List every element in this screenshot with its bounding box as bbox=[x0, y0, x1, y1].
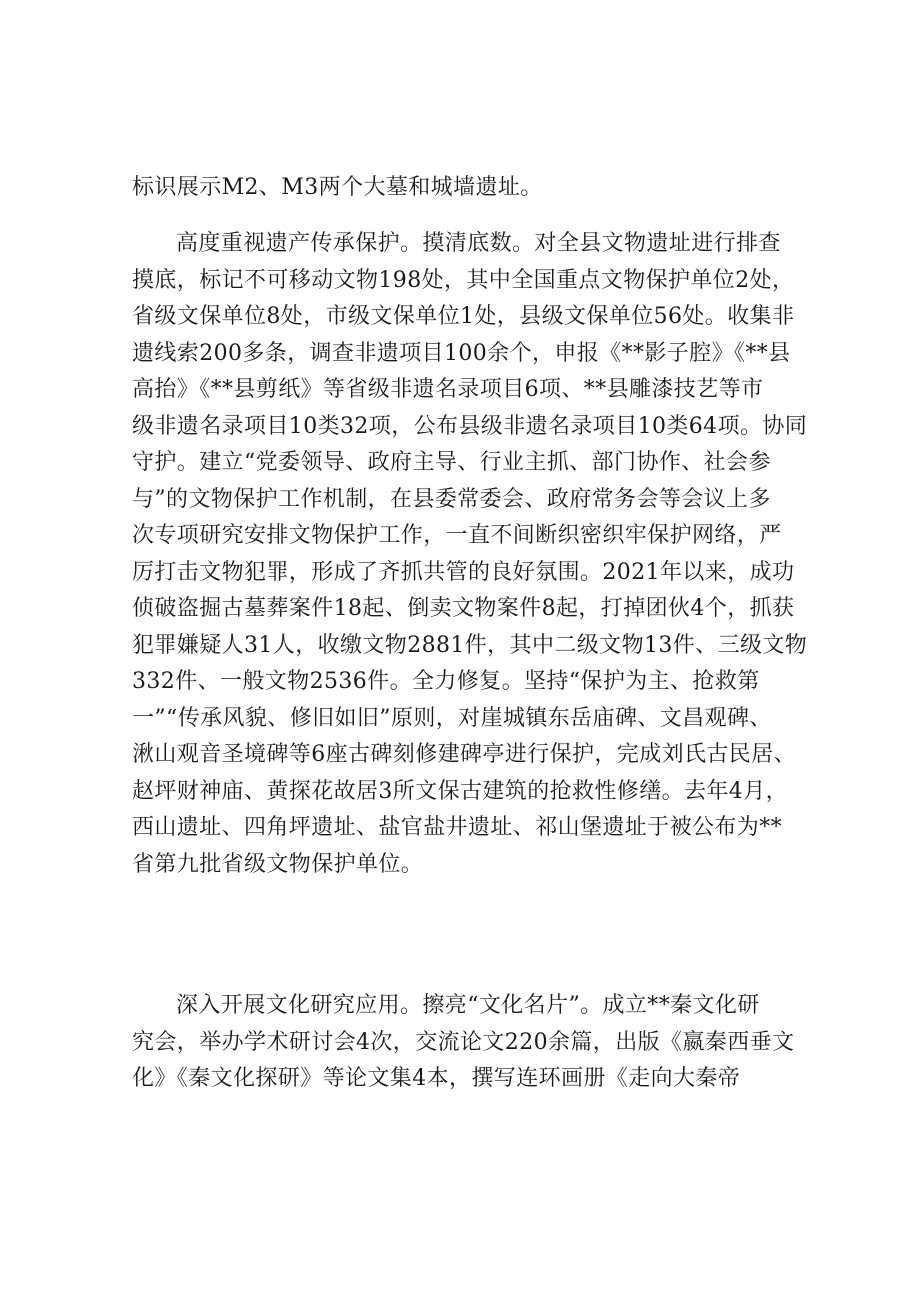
text-line: 一”“传承风貌、修旧如旧”原则，对崖城镇东岳庙碑、文昌观碑、 bbox=[132, 705, 772, 731]
text-line: 西山遗址、四角坪遗址、盐官盐井遗址、祁山堡遗址于被公布为** bbox=[132, 815, 783, 840]
text-line: 摸底，标记不可移动文物198处，其中全国重点文物保护单位2处， bbox=[132, 267, 795, 293]
text-line: 赵坪财神庙、黄探花故居3所文保古建筑的抢救性修缮。去年4月， bbox=[132, 778, 788, 804]
text-line: 侦破盗掘古墓葬案件18起、倒卖文物案件8起，打掉团伙4个，抓获 bbox=[132, 596, 795, 621]
text-line: 次专项研究安排文物保护工作，一直不间断织密织牢保护网络，严 bbox=[132, 523, 782, 548]
text-line: 标识展示M2、M3两个大墓和城墙遗址。 bbox=[132, 175, 543, 200]
text-line: 遗线索200多条，调查非遗项目100余个，申报《**影子腔》《**县 bbox=[132, 340, 791, 366]
text-line: 与”的文物保护工作机制，在县委常委会、政府常务会等会议上多 bbox=[132, 486, 771, 512]
text-line: 省级文保单位8处，市级文保单位1处，县级文保单位56处。收集非 bbox=[132, 304, 795, 329]
text-line: 化》《秦文化探研》等论文集4本，撰写连环画册《走向大秦帝 bbox=[132, 1066, 741, 1091]
text-line: 省第九批省级文物保护单位。 bbox=[132, 851, 424, 877]
paragraph-culture-research bbox=[132, 988, 812, 1098]
text-line: 犯罪嫌疑人31人，收缴文物2881件，其中二级文物13件、三级文物 bbox=[132, 632, 808, 658]
text-line: 厉打击文物犯罪，形成了齐抓共管的良好氛围。2021年以来，成功 bbox=[132, 559, 795, 585]
text-line: 332件、一般文物2536件。全力修复。坚持“保护为主、抢救第 bbox=[132, 669, 760, 694]
text-line: 级非遗名录项目10类32项，公布县级非遗名录项目10类64项。协同 bbox=[132, 413, 808, 439]
paragraph-continuation bbox=[132, 170, 812, 207]
text-line: 高度重视遗产传承保护。摸清底数。对全县文物遗址进行排查 bbox=[176, 231, 781, 256]
text-line: 深入开展文化研究应用。擦亮“文化名片”。成立**秦文化研 bbox=[176, 993, 760, 1018]
paragraph-heritage-protection bbox=[132, 226, 812, 883]
text-line: 究会，举办学术研讨会4次，交流论文220余篇，出版《嬴秦西垂文 bbox=[132, 1029, 795, 1055]
text-line: 守护。建立“党委领导、政府主导、行业主抓、部门协作、社会参 bbox=[132, 450, 771, 475]
text-line: 高抬》《**县剪纸》等省级非遗名录项目6项、**县雕漆技艺等市 bbox=[132, 377, 764, 402]
text-line: 湫山观音圣境碑等6座古碑刻修建碑亭进行保护，完成刘氏古民居、 bbox=[132, 742, 796, 767]
